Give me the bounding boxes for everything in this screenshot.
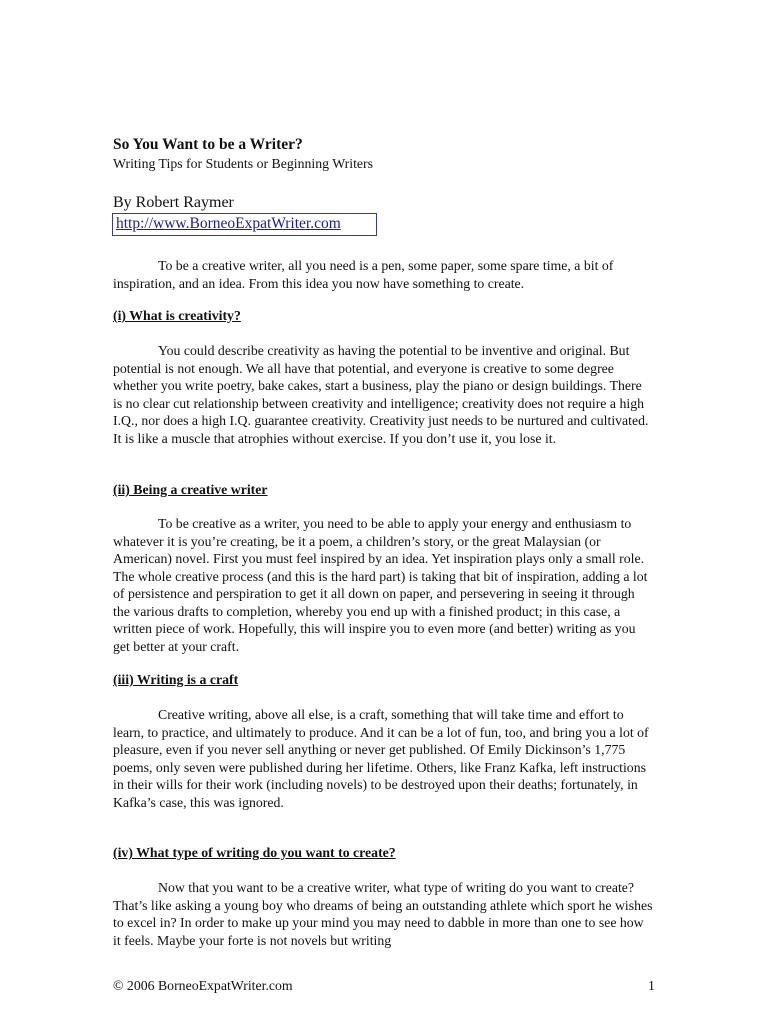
section-body-creative-writer — [113, 515, 653, 655]
section-body-creativity — [113, 342, 653, 447]
section-text: To be creative as a writer, you need to be able to apply your energy and enthusiasm to whatever it is you’re creating, be it a poem, a children’s story, or the great Malaysian (or American) novel. First you must feel inspired by an idea. Yet inspiration plays only a small role. The whole creative process (and this is the hard part) is taking that bit of inspiration, adding a lot of persistence and perspiration to get it all down on paper, and persevering in seeing it through the various drafts to completion, whereby you end up with a finished product; in this case, a written piece of work. Hopefully, this will inspire you to even more (and better) writing as you get better at your craft. — [113, 516, 648, 654]
section-text: You could describe creativity as having the potential to be inventive and original. But potential is not enough. We all have that potential, and everyone is creative to some degree whether you write poetry, bake cakes, start a business, play the piano or design buildings. There is no clear cut relationship between creativity and intelligence; creativity does not require a high I.Q., nor does a high I.Q. guarantee creativity. Creativity just needs to be nurtured and cultivated. It is like a muscle that atrophies without exercise. If you don’t use it, you lose it. — [113, 343, 649, 446]
footer-copyright: © 2006 BorneoExpatWriter.com — [113, 978, 293, 993]
page-number: 1 — [648, 978, 655, 993]
intro-paragraph — [113, 257, 653, 292]
section-heading-creative-writer: (ii) Being a creative writer — [113, 482, 268, 497]
section-heading-craft: (iii) Writing is a craft — [113, 672, 239, 687]
document-title: So You Want to be a Writer? — [113, 136, 303, 153]
intro-text: To be a creative writer, all you need is a pen, some paper, some spare time, a bit of inspiration, and an idea. From this idea you now have something to create. — [113, 258, 614, 291]
section-text: Creative writing, above all else, is a craft, something that will take time and effort to learn, to practice, and ultimately to produce. And it can be a lot of fun, too, and bring you a lot of pleasure, even if you never sell anything or never get published. Of Emily Dickinson’s 1,775 poems, only seven were published during her lifetime. Others, like Franz Kafka, left instructions in their wills for their work (including novels) to be destroyed upon their deaths; fortunately, in Kafka’s case, this was ignored. — [113, 707, 649, 810]
section-body-writing-type — [113, 879, 653, 949]
section-heading-creativity: (i) What is creativity? — [113, 308, 241, 323]
author-website-link[interactable]: http://www.BorneoExpatWriter.com — [116, 215, 341, 232]
section-body-craft — [113, 706, 653, 811]
author-byline: By Robert Raymer — [113, 194, 234, 211]
section-heading-writing-type: (iv) What type of writing do you want to create? — [113, 845, 396, 860]
url-link-box[interactable] — [112, 213, 377, 236]
document-subtitle: Writing Tips for Students or Beginning Writers — [113, 156, 374, 171]
section-text: Now that you want to be a creative writer, what type of writing do you want to create? That’s like asking a young boy who dreams of being an outstanding athlete which sport he wishes to excel in? In order to make up your mind you may need to dabble in more than one to see how it feels. Maybe your forte is not novels but writing — [113, 880, 653, 948]
